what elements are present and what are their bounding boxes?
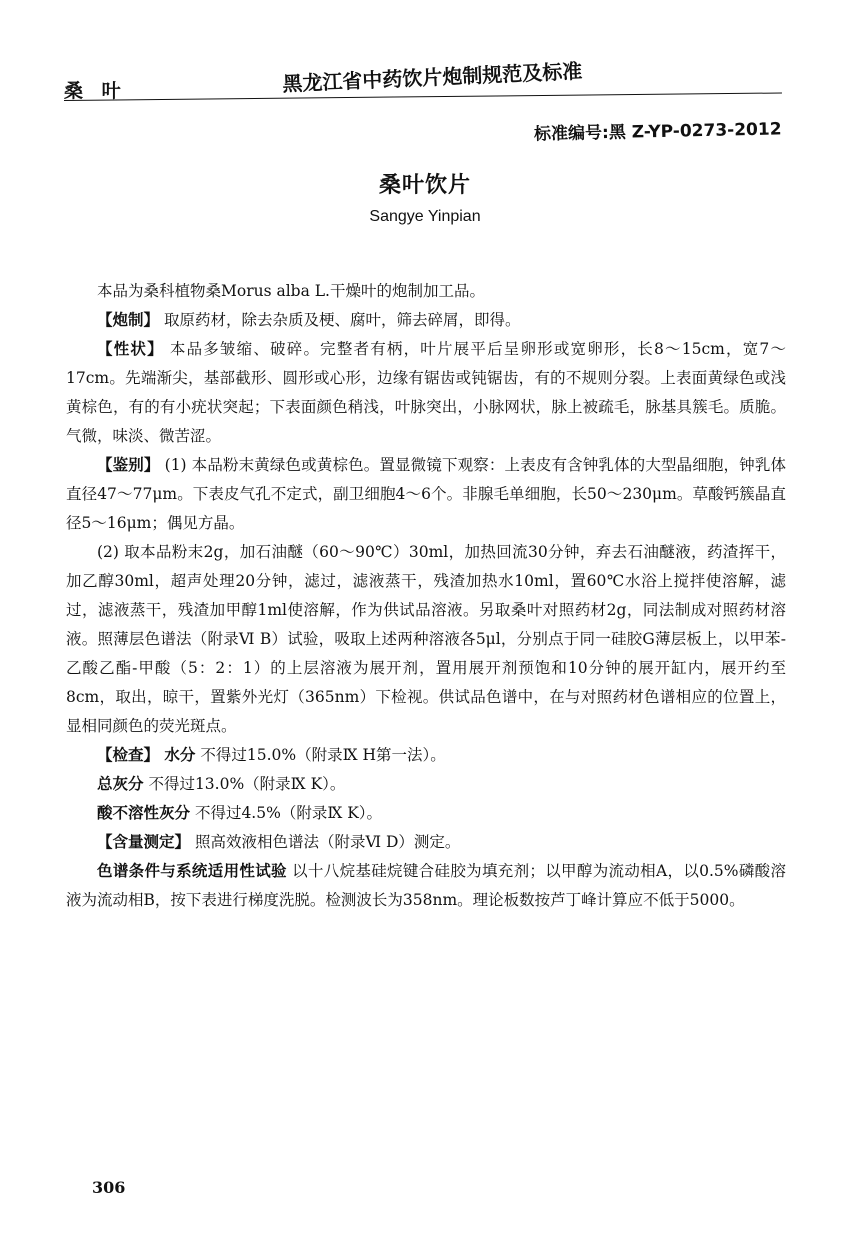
description-text: 本品多皱缩、破碎。完整者有柄，叶片展平后呈卵形或宽卵形，长8～15cm，宽7～17cm。先端渐尖，基部截形、圆形或心形，边缘有锯齿或钝锯齿，有的不规则分裂。上表面黄绿色或浅黄棕色，有的有小疣状突起；下表面颜色稍浅，叶脉突出，小脉网状，脉上被疏毛，脉基具簇毛。质脆。气微，味淡、微苦涩。	[66, 340, 786, 445]
section-label-description: 【性状】	[97, 340, 164, 358]
description-paragraph	[66, 335, 786, 451]
processing-paragraph	[66, 306, 786, 335]
identification-text-1: (1) 本品粉末黄绿色或黄棕色。置显微镜下观察：上表皮有含钟乳体的大型晶细胞，钟乳体直径47～77μm。下表皮气孔不定式，副卫细胞4～6个。非腺毛单细胞，长50～230μm。草酸钙簇晶直径5～16μm；偶见方晶。	[66, 456, 786, 532]
page-subtitle: Sangye Yinpian	[369, 208, 481, 225]
identification-paragraph-2: (2) 取本品粉末2g，加石油醚（60～90℃）30ml，加热回流30分钟，弃去石油醚液，药渣挥干，加乙醇30ml，超声处理20分钟，滤过，滤液蒸干，残渣加热水10ml，置60℃水浴上搅拌使溶解，滤过，滤液蒸干，残渣加甲醇1ml使溶解，作为供试品溶液。另取桑叶对照药材2g，同法制成对照药材溶液。照薄层色谱法（附录Ⅵ B）试验，吸取上述两种溶液各5μl，分别点于同一硅胶G薄层板上，以甲苯-乙酸乙酯-甲酸（5：2：1）的上层溶液为展开剂，置用展开剂预饱和10分钟的展开缸内，展开约至8cm，取出，晾干，置紫外光灯（365nm）下检视。供试品色谱中，在与对照药材色谱相应的位置上，显相同颜色的荧光斑点。	[66, 543, 786, 735]
section-label-assay: 【含量测定】	[97, 833, 191, 851]
total-ash-label: 总灰分	[97, 775, 144, 793]
water-label: 水分	[159, 746, 196, 764]
section-label-inspection: 【检查】	[97, 746, 160, 764]
running-header-left: 桑 叶	[64, 80, 127, 102]
inspection-paragraph	[66, 741, 786, 770]
running-header-title: 黑龙江省中药饮片炮制规范及标准	[281, 58, 583, 97]
assay-text: 照高效液相色谱法（附录Ⅵ D）测定。	[190, 833, 461, 851]
header-rule	[64, 92, 782, 101]
page-title: 桑叶饮片	[378, 173, 471, 198]
assay-paragraph	[66, 828, 786, 857]
acid-insoluble-ash-label: 酸不溶性灰分	[97, 804, 191, 822]
standard-number: 标准编号:黑 Z-YP-0273-2012	[534, 119, 783, 145]
chromatography-conditions-paragraph	[66, 857, 786, 915]
acid-insoluble-ash-text: 不得过4.5%（附录Ⅸ K）。	[190, 804, 383, 822]
chromatography-conditions-text: 以十八烷基硅烷键合硅胶为填充剂；以甲醇为流动相A，以0.5%磷酸溶液为流动相B，按下表进行梯度洗脱。检测波长为358nm。理论板数按芦丁峰计算应不低于5000。	[66, 862, 786, 909]
section-label-identification: 【鉴别】	[97, 456, 160, 474]
acid-insoluble-ash-paragraph	[66, 799, 786, 828]
total-ash-paragraph	[66, 770, 786, 799]
chromatography-conditions-label: 色谱条件与系统适用性试验	[97, 862, 287, 880]
identification-paragraph-1	[66, 451, 786, 538]
total-ash-text: 不得过13.0%（附录Ⅸ K）。	[143, 775, 346, 793]
processing-text: 取原药材，除去杂质及梗、腐叶，筛去碎屑，即得。	[159, 311, 521, 329]
section-label-processing: 【炮制】	[97, 311, 160, 329]
page-number: 306	[92, 1178, 126, 1197]
document-body	[66, 277, 786, 915]
water-text: 不得过15.0%（附录Ⅸ H第一法）。	[195, 746, 446, 764]
intro-paragraph: 本品为桑科植物桑Morus alba L.干燥叶的炮制加工品。	[97, 282, 485, 300]
